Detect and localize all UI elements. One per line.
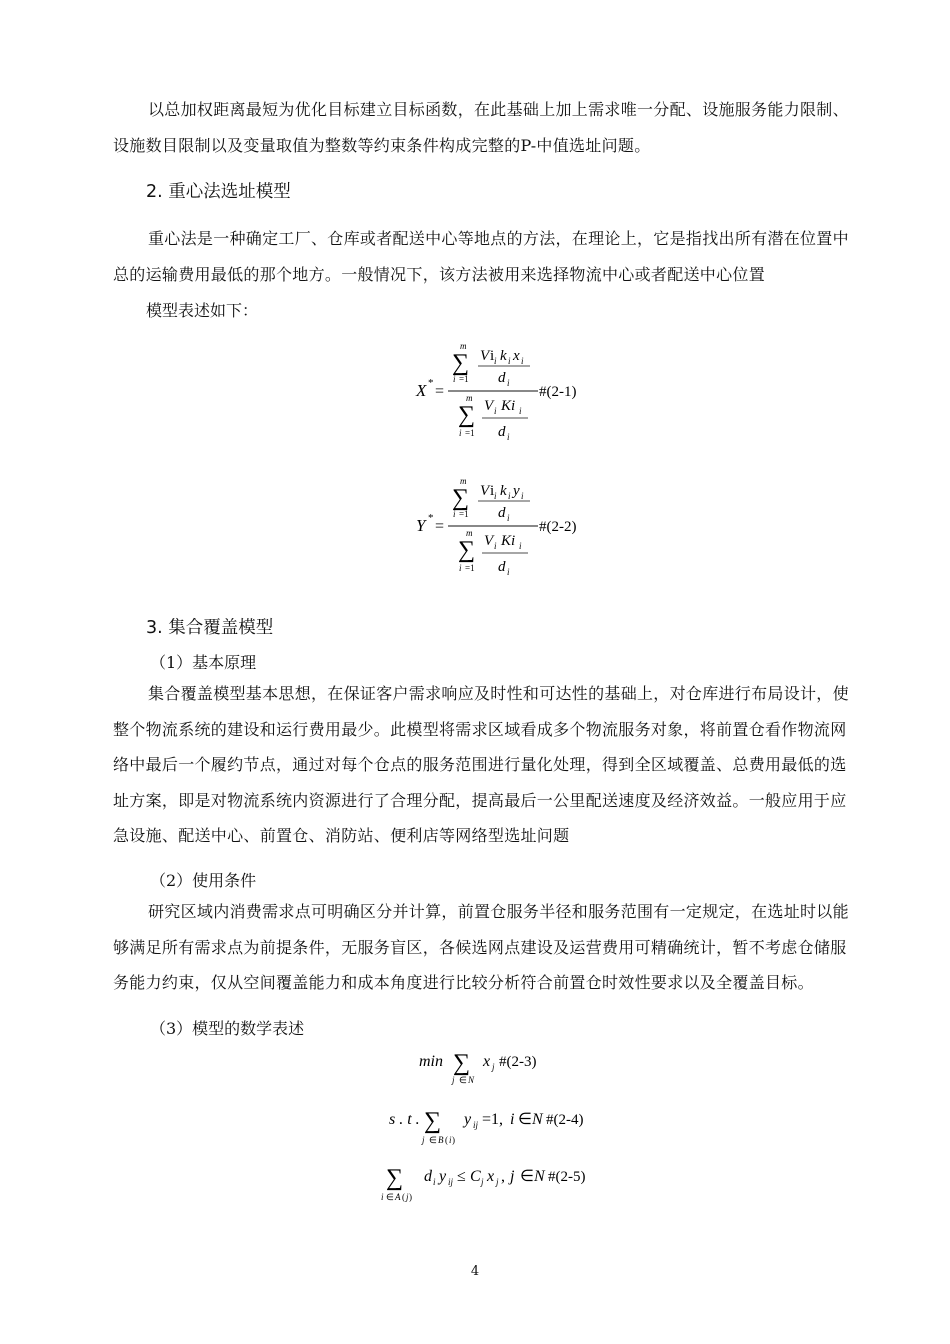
svg-text:i: i	[521, 491, 524, 501]
section-3-paragraph-2: 研究区域内消费需求点可明确区分并计算，前置仓服务半径和服务范围有一定规定，在选址时以能够满足所有需求点为前提条件，无服务盲区，各候选网点建设及运营费用可精确统计，暂不考虑仓储服务能力约束，仅从空间覆盖能力和成本角度进行比较分析符合前置仓时效性要求以及全覆盖目标。	[113, 902, 849, 992]
svg-text:V: V	[480, 348, 490, 364]
svg-text:j: j	[492, 1062, 495, 1072]
svg-text:j: j	[481, 1177, 484, 1187]
model-intro-text: 模型表述如下：	[146, 301, 259, 320]
svg-text:i: i	[381, 1192, 384, 1202]
eq5-tag: #(2-5)	[548, 1169, 586, 1185]
svg-text:=: =	[435, 518, 445, 535]
svg-text:i: i	[453, 374, 456, 384]
svg-text:i: i	[507, 378, 510, 388]
svg-text:i: i	[459, 428, 462, 438]
eq1-lhs-sup: *	[428, 377, 434, 389]
eq2-lhs-sup: *	[428, 512, 434, 524]
svg-text:∈: ∈	[386, 1192, 394, 1202]
equation-2-2	[408, 473, 608, 585]
svg-text:∈: ∈	[520, 1168, 534, 1185]
svg-text:∑: ∑	[453, 1050, 471, 1076]
eq1-num-var: x	[513, 348, 520, 364]
svg-text:=1: =1	[459, 374, 469, 384]
svg-text:m: m	[460, 341, 467, 351]
svg-text:i: i	[433, 1177, 436, 1187]
svg-text:d: d	[498, 424, 506, 440]
svg-text:=1,: =1,	[482, 1111, 504, 1128]
section-3-paragraph-1: 集合覆盖模型基本思想，在保证客户需求响应及时性和可达性的基础上，对仓库进行布局设计，使整个物流系统的建设和运行费用最少。此模型将需求区域看成多个物流服务对象，将前置仓看作物流网络中最后一个履约节点，通过对每个仓点的服务范围进行量化处理，得到全区域覆盖、总费用最低的选址方案，即是对物流系统内资源进行了合理分配，提高最后一公里配送速度及经济效益。一般应用于应急设施、配送中心、前置仓、消防站、便利店等网络型选址问题	[113, 684, 849, 845]
svg-text:i: i	[449, 1135, 452, 1145]
svg-text:C: C	[470, 1168, 481, 1185]
svg-text:y: y	[464, 1111, 472, 1128]
svg-text:i: i	[459, 563, 462, 573]
svg-text:j: j	[510, 1168, 515, 1185]
svg-text:∈: ∈	[518, 1111, 532, 1128]
svg-text:≤: ≤	[457, 1168, 466, 1185]
svg-text:Ki: Ki	[501, 398, 516, 414]
subheading-basic-principle: （1）基本原理	[150, 653, 257, 672]
svg-text:∈: ∈	[459, 1075, 467, 1085]
svg-text:∑: ∑	[452, 485, 470, 511]
svg-text:i: i	[490, 348, 495, 364]
svg-text:k: k	[500, 348, 507, 364]
section-2-heading: 2. 重心法选址模型	[146, 182, 291, 202]
svg-text:i: i	[453, 509, 456, 519]
svg-text:m: m	[460, 476, 467, 486]
svg-text:V: V	[480, 483, 490, 499]
eq2-tag: #(2-2)	[539, 519, 577, 535]
svg-text:d: d	[498, 370, 506, 386]
svg-text:∑: ∑	[386, 1165, 404, 1191]
equation-2-5	[380, 1155, 640, 1207]
svg-text:i: i	[494, 541, 497, 551]
svg-text:d: d	[498, 505, 506, 521]
svg-text:x: x	[487, 1168, 495, 1185]
svg-text:=1: =1	[459, 509, 469, 519]
svg-text:i: i	[507, 567, 510, 577]
svg-text:m: m	[466, 393, 473, 403]
intro-paragraph: 以总加权距离最短为优化目标建立目标函数，在此基础上加上需求唯一分配、设施服务能力限制、设施数目限制以及变量取值为整数等约束条件构成完整的P-中值选址问题。	[113, 100, 849, 155]
equation-2-4	[386, 1098, 626, 1148]
svg-text:min: min	[419, 1053, 443, 1070]
svg-text:y: y	[439, 1168, 447, 1185]
svg-text:=1: =1	[465, 428, 475, 438]
svg-text:j: j	[496, 1177, 499, 1187]
page-number: 4	[470, 1264, 480, 1279]
svg-text:ij: ij	[473, 1120, 479, 1130]
eq1-lhs: X	[416, 381, 427, 400]
svg-text:): )	[452, 1135, 455, 1145]
svg-text:∑: ∑	[458, 537, 476, 563]
svg-text:N: N	[532, 1111, 543, 1128]
svg-text:i: i	[507, 432, 510, 442]
svg-text:d: d	[424, 1168, 432, 1185]
section-3-heading: 3. 集合覆盖模型	[146, 618, 274, 638]
eq4-tag: #(2-4)	[546, 1112, 584, 1128]
svg-text:): )	[409, 1192, 412, 1202]
svg-text:i: i	[490, 483, 495, 499]
svg-text:∈: ∈	[429, 1135, 437, 1145]
svg-text:∑: ∑	[424, 1108, 442, 1134]
svg-text:Ki: Ki	[501, 533, 516, 549]
svg-text:i: i	[494, 491, 497, 501]
svg-text:j: j	[406, 1192, 409, 1202]
svg-text:N: N	[534, 1168, 545, 1185]
svg-text:j: j	[452, 1075, 455, 1085]
svg-text:i: i	[508, 491, 511, 501]
svg-text:i: i	[494, 356, 497, 366]
svg-text:k: k	[500, 483, 507, 499]
svg-text:,: ,	[501, 1168, 505, 1185]
eq3-tag: #(2-3)	[499, 1054, 537, 1070]
subheading-conditions: （2）使用条件	[150, 871, 257, 890]
eq2-lhs: Y	[416, 516, 426, 535]
svg-text:m: m	[466, 528, 473, 538]
svg-text:i: i	[507, 513, 510, 523]
svg-text:B: B	[438, 1135, 444, 1145]
svg-text:j: j	[422, 1135, 425, 1145]
svg-text:x: x	[483, 1053, 491, 1070]
svg-text:i: i	[519, 541, 522, 551]
svg-text:N: N	[468, 1075, 475, 1085]
svg-text:V: V	[484, 533, 494, 549]
svg-text:=: =	[435, 383, 445, 400]
subheading-math-expression: （3）模型的数学表述	[150, 1019, 305, 1038]
svg-text:i: i	[519, 406, 522, 416]
svg-text:ij: ij	[448, 1177, 454, 1187]
svg-text:=1: =1	[465, 563, 475, 573]
svg-text:(: (	[445, 1135, 448, 1145]
svg-text:(: (	[402, 1192, 405, 1202]
equation-2-3	[415, 1042, 575, 1088]
svg-text:V: V	[484, 398, 494, 414]
equation-2-1	[408, 338, 608, 450]
svg-text:i: i	[521, 356, 524, 366]
svg-text:i: i	[510, 1111, 515, 1128]
svg-text:∑: ∑	[458, 402, 476, 428]
svg-text:s . t .: s . t .	[389, 1111, 420, 1128]
section-2-paragraph: 重心法是一种确定工厂、仓库或者配送中心等地点的方法，在理论上，它是指找出所有潜在位置中总的运输费用最低的那个地方。一般情况下，该方法被用来选择物流中心或者配送中心位置	[113, 229, 849, 284]
svg-text:∑: ∑	[452, 350, 470, 376]
svg-text:i: i	[508, 356, 511, 366]
svg-text:d: d	[498, 559, 506, 575]
svg-text:i: i	[494, 406, 497, 416]
eq1-tag: #(2-1)	[539, 384, 577, 400]
svg-text:A: A	[395, 1192, 401, 1202]
eq2-num-var: y	[513, 483, 520, 499]
